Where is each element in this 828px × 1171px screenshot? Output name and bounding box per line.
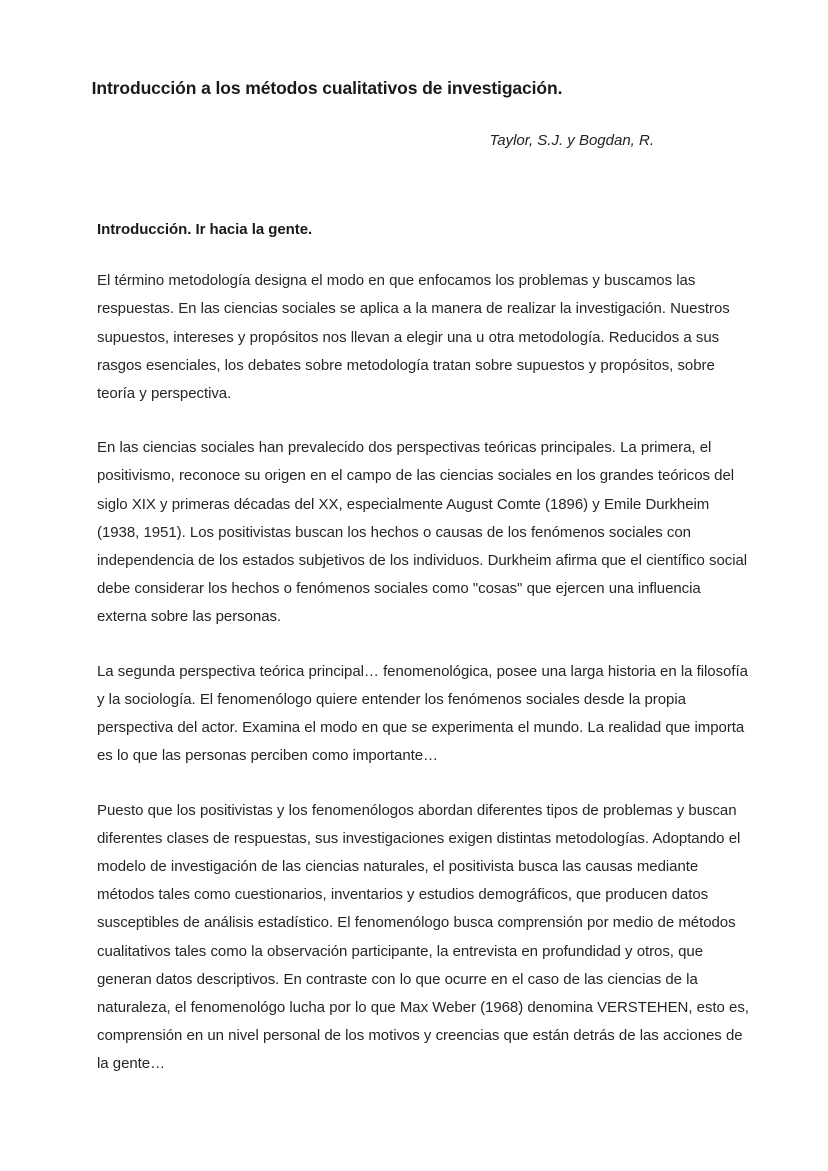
body-paragraph: Puesto que los positivistas y los fenomenólogos abordan diferentes tipos de problemas y buscan diferentes clases de respuestas, sus investigaciones exigen distintas metodologías. Adoptando el modelo de investigación de las ciencias naturales, el positivista busca las causas mediante métodos tales como cuestionarios, inventarios y estudios demográficos, que producen datos susceptibles de análisis estadístico. El fenomenólogo busca comprensión por medio de métodos cualitativos tales como la observación participante, la entrevista en profundidad y otros, que generan datos descriptivos. En contraste con lo que ocurre en el caso de las ciencias de la naturaleza, el fenomenológo lucha por lo que Max Weber (1968) denomina VERSTEHEN, esto es, comprensión en un nivel personal de los motivos y creencias que están detrás de las acciones de la gente… xyxy=(97,801,749,1073)
section-heading: Introducción. Ir hacia la gente. xyxy=(97,221,313,238)
body-paragraph: La segunda perspectiva teórica principal… fenomenológica, posee una larga historia en la filosofía y la sociología. El fenomenólogo quiere entender los fenómenos sociales desde la propia perspectiva del actor. Examina el modo en que se experimenta el mundo. La realidad que importa es lo que las personas perciben como importante… xyxy=(97,662,748,765)
author-attribution: Taylor, S.J. y Bogdan, R. xyxy=(489,132,654,149)
body-block xyxy=(97,218,751,1079)
page-title: Introducción a los métodos cualitativos de investigación. xyxy=(91,78,563,98)
body-paragraph: En las ciencias sociales han prevalecido dos perspectivas teóricas principales. La primera, el positivismo, reconoce su origen en el campo de las ciencias sociales en los grandes teóricos del siglo XIX y primeras décadas del XX, especialmente August Comte (1896) y Emile Durkheim (1938, 1951). Los positivistas buscan los hechos o causas de los fenómenos sociales con independencia de los estados subjetivos de los individuos. Durkheim afirma que el científico social debe considerar los hechos o fenómenos sociales como "cosas" que ejercen una influencia externa sobre las personas. xyxy=(97,439,748,626)
body-paragraph: El término metodología designa el modo en que enfocamos los problemas y buscamos las respuestas. En las ciencias sociales se aplica a la manera de realizar la investigación. Nuestros supuestos, intereses y propósitos nos llevan a elegir una u otra metodología. Reducidos a sus rasgos esenciales, los debates sobre metodología tratan sobre supuestos y propósitos, sobre teoría y perspectiva. xyxy=(97,272,730,403)
